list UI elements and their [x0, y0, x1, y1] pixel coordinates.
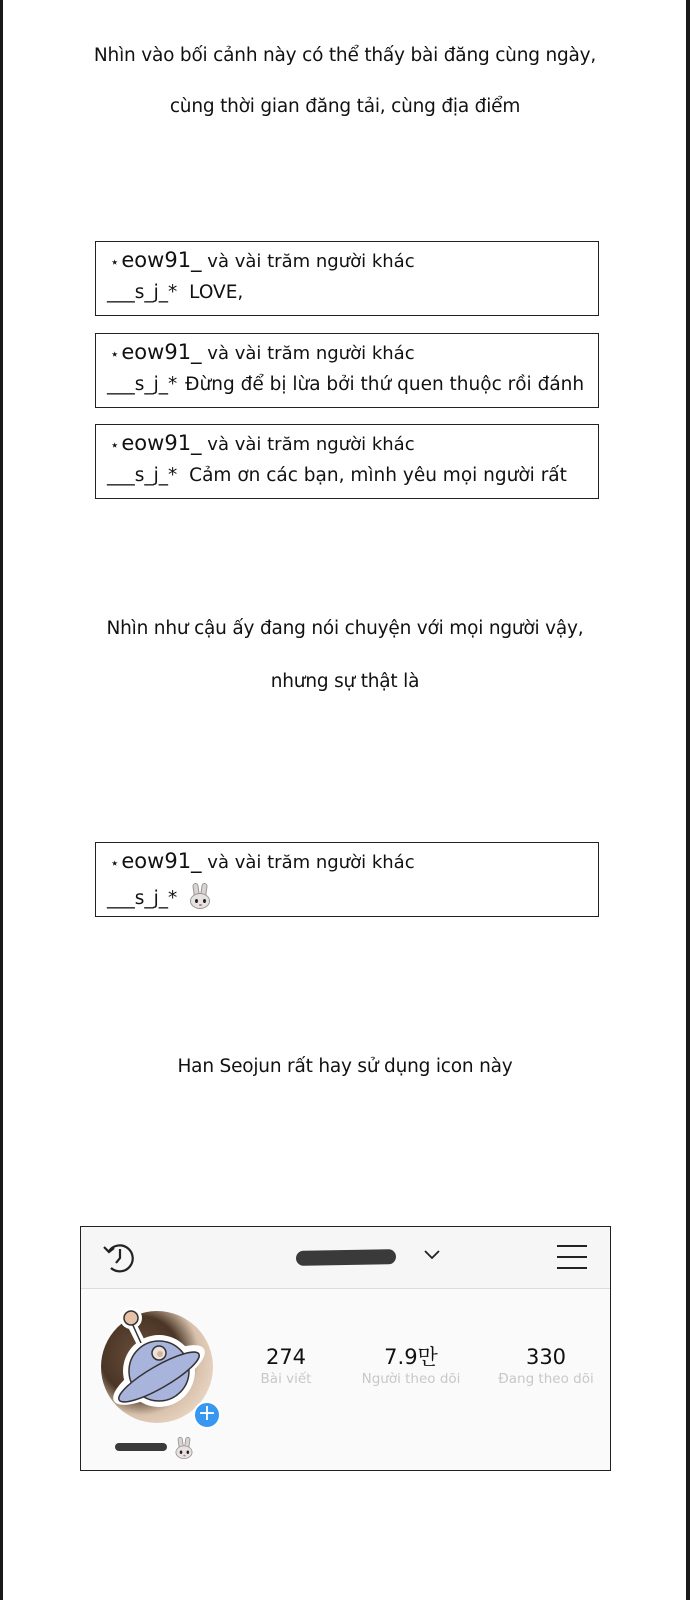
- narration-text: nhưng sự thật là: [270, 671, 420, 692]
- stat-followers[interactable]: [351, 1345, 471, 1389]
- likes-suffix: và vài trăm người khác: [207, 343, 415, 364]
- stat-posts[interactable]: [241, 1345, 331, 1389]
- comment-author[interactable]: ___s_j_*: [107, 282, 178, 303]
- comment-line: [107, 374, 584, 395]
- add-story-button[interactable]: +: [193, 1401, 221, 1429]
- star-icon: ⋆: [110, 854, 120, 872]
- following-label: Đang theo dõi: [498, 1371, 594, 1387]
- narration-text: cùng thời gian đăng tải, cùng địa điểm: [169, 96, 521, 117]
- likes-suffix: và vài trăm người khác: [207, 251, 415, 272]
- stat-following[interactable]: [487, 1345, 605, 1389]
- comment-author[interactable]: ___s_j_*: [107, 465, 178, 486]
- likes-line: [110, 248, 415, 272]
- comment-card: [95, 241, 599, 316]
- likes-line: [110, 340, 415, 364]
- avatar[interactable]: [101, 1305, 219, 1426]
- profile-stats: [241, 1345, 611, 1395]
- liker-username[interactable]: eow91_: [121, 248, 202, 272]
- narration-text: Han Seojun rất hay sử dụng icon này: [177, 1056, 513, 1077]
- comment-card: [95, 842, 599, 917]
- history-icon[interactable]: [101, 1239, 137, 1275]
- likes-suffix: và vài trăm người khác: [207, 852, 415, 873]
- username-censored[interactable]: [296, 1249, 396, 1266]
- star-icon: ⋆: [110, 253, 120, 271]
- followers-label: Người theo dõi: [361, 1371, 461, 1387]
- menu-icon[interactable]: [557, 1245, 587, 1271]
- display-name-censored: [115, 1443, 167, 1451]
- posts-count: 274: [265, 1345, 307, 1369]
- rabbit-face-icon: [175, 1437, 194, 1459]
- liker-username[interactable]: eow91_: [121, 340, 202, 364]
- star-icon: ⋆: [110, 345, 120, 363]
- followers-count: 7.9만: [384, 1345, 438, 1369]
- comment-author[interactable]: ___s_j_*: [107, 888, 178, 909]
- comment-text: LOVE,: [189, 282, 244, 303]
- comment-author[interactable]: ___s_j_*: [107, 374, 178, 395]
- comment-line: [107, 282, 243, 303]
- star-icon: ⋆: [110, 436, 120, 454]
- likes-line: [110, 849, 415, 873]
- profile-header: [81, 1227, 610, 1289]
- comment-line: [107, 883, 211, 909]
- page-border-left: [0, 0, 3, 1600]
- comment-card: [95, 333, 599, 408]
- rabbit-face-icon: [189, 883, 211, 909]
- liker-username[interactable]: eow91_: [121, 431, 202, 455]
- comment-line: [107, 465, 567, 486]
- narration-text: Nhìn như cậu ấy đang nói chuyện với mọi người vậy,: [106, 618, 584, 639]
- profile-screenshot: [80, 1226, 611, 1471]
- comment-text: Đừng để bị lừa bởi thứ quen thuộc rồi đánh: [185, 374, 585, 395]
- chevron-down-icon[interactable]: [424, 1249, 440, 1261]
- likes-suffix: và vài trăm người khác: [207, 434, 415, 455]
- likes-line: [110, 431, 415, 455]
- comment-card: [95, 424, 599, 499]
- following-count: 330: [525, 1345, 567, 1369]
- narration-text: Nhìn vào bối cảnh này có thể thấy bài đăng cùng ngày,: [93, 45, 597, 66]
- page-border-right: [686, 0, 690, 1600]
- posts-label: Bài viết: [260, 1371, 312, 1387]
- comment-text: Cảm ơn các bạn, mình yêu mọi người rất: [189, 465, 567, 486]
- liker-username[interactable]: eow91_: [121, 849, 202, 873]
